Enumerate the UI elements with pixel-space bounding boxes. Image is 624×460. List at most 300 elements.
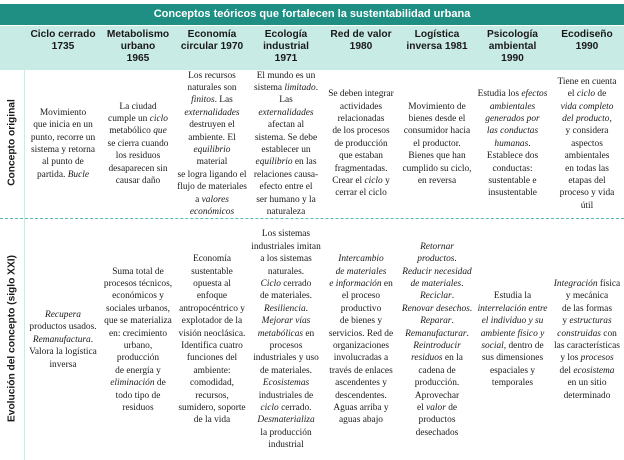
text: funciones del <box>186 353 238 364</box>
cell-text-line <box>109 125 167 137</box>
cell-text-line <box>478 88 548 100</box>
text: procesos técnicos, <box>103 278 173 289</box>
column-header-line: 1971 <box>274 53 298 64</box>
text: . <box>90 334 94 345</box>
text: a los sistemas <box>260 254 312 265</box>
text: en la <box>442 353 463 364</box>
cell-text-line <box>334 138 387 150</box>
italic-text: del producto <box>562 113 610 124</box>
cell-ecologia-evolucion <box>249 220 323 460</box>
text: con <box>600 328 617 339</box>
column-header-psicologia-ambiental <box>475 26 550 70</box>
cell-text-line <box>109 328 167 340</box>
cell-text-line <box>417 402 457 414</box>
italic-text: equilibrio <box>255 157 293 168</box>
column-header-metabolismo-urbano <box>101 26 175 70</box>
cell-text-line <box>194 414 230 426</box>
text: producción. <box>414 378 460 389</box>
text: involucradas a <box>333 353 389 364</box>
text: flujo de materiales <box>177 182 247 193</box>
cell-text-line <box>124 340 152 352</box>
italic-text: Desmaterializa <box>257 415 315 426</box>
text: punto, recorre un <box>30 132 96 143</box>
column-header-line: Red de valor <box>330 29 392 40</box>
cell-text-line <box>568 175 605 187</box>
cell-text-line <box>494 290 531 302</box>
text: , <box>609 113 612 124</box>
cell-text-line <box>581 200 594 212</box>
cell-text-line <box>554 278 620 290</box>
text: productos <box>418 415 456 426</box>
cell-text-line <box>557 328 617 340</box>
cell-text-line <box>403 163 472 175</box>
text: los residuos <box>115 151 161 162</box>
cell-text-line <box>110 377 165 389</box>
column-header-line: inversa 1981 <box>406 41 468 52</box>
cell-psicologia-original <box>475 70 550 218</box>
text: de <box>595 89 607 100</box>
cell-text-line <box>251 94 321 119</box>
text: productivo <box>340 303 382 314</box>
text: del <box>559 365 574 376</box>
cell-text-line <box>254 169 318 181</box>
text: Establece dos <box>486 151 539 162</box>
text: organizaciones <box>332 341 390 351</box>
cell-text-line <box>260 290 312 302</box>
cell-text-line <box>564 390 611 402</box>
cell-text-line <box>255 132 317 144</box>
cell-text-line <box>263 377 309 389</box>
cell-text-line <box>115 365 161 377</box>
cell-text-line <box>182 315 242 327</box>
cell-text-line <box>566 290 608 302</box>
cell-text-line <box>408 101 466 113</box>
cell-text-line <box>415 390 459 402</box>
italic-text: ecosistema <box>573 365 615 376</box>
text: Los recursos <box>188 70 236 81</box>
cell-logistica-original <box>399 70 475 218</box>
column-header-ecodiseno <box>550 26 624 70</box>
column-header-line: Psicología <box>487 29 538 40</box>
cell-text-line <box>420 315 454 327</box>
column-header-line: Ecología <box>264 29 308 40</box>
text: cumplido su ciclo, <box>402 163 472 174</box>
cell-text-line <box>256 156 317 168</box>
text: de los procesos <box>332 126 390 137</box>
italic-text: de materiales <box>410 278 462 289</box>
cell-text-line <box>554 340 620 352</box>
text: industriales y uso <box>253 353 319 364</box>
cell-text-line <box>190 206 234 218</box>
text: el <box>416 403 427 414</box>
table-title: Conceptos teóricos que fortalecen la sustentabilidad urbana <box>0 4 624 25</box>
cell-text-line <box>571 138 603 150</box>
cell-text-line <box>258 328 315 340</box>
cell-text-line <box>568 88 607 100</box>
cell-text-line <box>49 359 76 371</box>
cell-text-line <box>481 328 545 340</box>
cell-text-line <box>488 187 537 199</box>
cell-text-line <box>485 113 539 125</box>
cell-red-valor-evolucion <box>323 220 399 460</box>
cell-text-line <box>179 328 246 340</box>
italic-text: estructuras <box>569 316 612 327</box>
cell-text-line <box>262 315 311 327</box>
table-row-concepto-original <box>0 70 624 218</box>
text: determinado <box>563 390 611 401</box>
text: Estudia los <box>477 89 522 100</box>
cell-text-line <box>268 439 303 451</box>
cell-text-line <box>117 352 159 364</box>
text: ambientales <box>564 151 610 162</box>
cell-text-line <box>560 365 615 377</box>
text: través de enlaces <box>329 365 393 376</box>
text: de materiales. <box>259 365 313 376</box>
text: procesos <box>269 341 303 351</box>
column-header-line: Ciclo cerrado <box>30 29 96 40</box>
cell-economia-evolucion <box>175 220 249 460</box>
cell-ecologia-original <box>249 70 323 218</box>
cell-text-line <box>490 365 535 377</box>
text: cadena de <box>418 365 456 376</box>
cell-text-line <box>420 241 454 253</box>
cell-text-line <box>260 427 311 439</box>
cell-text-line <box>402 303 472 315</box>
text: sistema y retorna <box>30 145 96 155</box>
cell-text-line <box>333 340 389 352</box>
cell-text-line <box>336 266 387 278</box>
text: insustentable <box>488 188 537 199</box>
cell-text-line <box>488 175 536 187</box>
text: . <box>451 316 454 327</box>
cell-text-line <box>112 290 164 302</box>
cell-economia-original <box>175 70 249 218</box>
italic-text: Reparar <box>420 316 452 327</box>
text: se logra ligando el <box>177 169 247 180</box>
column-header-line: 1990 <box>501 53 524 64</box>
text: útil <box>580 200 594 211</box>
column-header-line: industrial <box>263 41 309 52</box>
cell-text-line <box>482 315 544 327</box>
text: y <box>382 176 390 187</box>
text: . <box>451 291 455 302</box>
text: Se deben integrar <box>328 89 394 100</box>
text: Aguas arriba y <box>333 403 389 414</box>
italic-text: las conductas <box>486 126 539 137</box>
cell-text-line <box>177 181 247 193</box>
text: en reversa <box>417 176 457 187</box>
text: ambiente. El <box>188 132 236 143</box>
text: destruyen el <box>189 120 235 131</box>
cell-text-line <box>333 402 388 414</box>
row-divider-dashed <box>0 218 624 219</box>
italic-text: interrelación entre <box>477 303 548 314</box>
cell-text-line <box>177 144 247 169</box>
italic-text: equilibrio <box>193 145 231 155</box>
text: efecto entre el <box>259 182 313 193</box>
italic-text: ciclo <box>260 403 279 414</box>
text: Identifica cuatro <box>181 341 243 351</box>
text: y <box>562 316 570 327</box>
text: servicios. Red de <box>328 328 394 339</box>
text: comodidad, <box>189 378 234 389</box>
italic-text: ambientales <box>489 101 536 112</box>
cell-text-line <box>560 352 613 364</box>
cell-metabolismo-evolucion <box>101 220 175 460</box>
text: productos usados. <box>29 322 97 333</box>
text: la producción <box>260 427 312 438</box>
cell-text-line <box>492 163 532 175</box>
cell-text-line <box>116 390 161 402</box>
cell-text-line <box>562 303 612 315</box>
italic-text: vida completo <box>560 101 614 112</box>
italic-text: Renovar desechos <box>401 303 470 314</box>
text: Crear el <box>332 176 365 187</box>
column-header-logistica-inversa <box>399 26 475 70</box>
italic-text: metabólicas <box>257 328 304 339</box>
cell-text-line <box>332 125 389 137</box>
text: que se materializa <box>104 316 172 327</box>
text: en un sitio <box>567 378 607 389</box>
cell-text-line <box>191 94 233 106</box>
cell-text-line <box>254 82 318 94</box>
column-header-red-de-valor <box>323 26 399 70</box>
cell-text-line <box>335 163 388 175</box>
cell-text-line <box>184 107 239 119</box>
italic-text: Reciclar <box>419 291 452 302</box>
column-header-line: 1990 <box>575 41 599 52</box>
text: El mundo es un <box>256 70 316 81</box>
text: sustentable <box>191 266 233 277</box>
text: el <box>567 89 577 100</box>
cell-text-line <box>116 150 161 162</box>
cell-ecodiseno-original <box>550 70 624 218</box>
text: . <box>528 138 531 149</box>
cell-text-line <box>267 206 306 218</box>
text: Economía <box>192 254 231 265</box>
cell-text-line <box>260 365 312 377</box>
text: se cierra cuando <box>107 138 169 149</box>
cell-text-line <box>270 340 303 352</box>
text: . <box>454 254 457 265</box>
italic-text: social <box>481 341 504 351</box>
text: visión neoclásica. <box>178 328 246 339</box>
text: Suma total de <box>112 266 164 277</box>
cell-text-line <box>413 138 460 150</box>
cell-text-line <box>490 101 535 113</box>
cell-text-line <box>119 101 156 113</box>
italic-text: valor <box>426 403 446 414</box>
text: cerrado <box>280 278 312 289</box>
cell-text-line <box>193 278 231 290</box>
italic-text: Recupera <box>45 309 81 320</box>
cell-text-line <box>190 377 234 389</box>
cell-text-line <box>260 253 312 265</box>
cell-text-line <box>341 303 382 315</box>
cell-text-line <box>257 414 314 426</box>
cell-text-line <box>335 377 387 389</box>
cell-text-line <box>565 163 609 175</box>
cell-text-line <box>262 228 310 240</box>
cell-text-line <box>332 175 390 187</box>
text: Movimiento de <box>408 101 466 112</box>
text: naturales. <box>267 266 305 277</box>
cell-text-line <box>187 82 236 94</box>
text: Valora la logística <box>29 347 97 358</box>
cell-text-line <box>188 70 236 82</box>
italic-text: ciclo <box>576 89 596 100</box>
text: Aprovechar <box>414 390 460 401</box>
text: afectan al <box>267 120 305 131</box>
italic-text: económicos <box>189 207 235 218</box>
text: actividades <box>339 101 383 112</box>
cell-text-line <box>188 132 235 144</box>
cell-text-line <box>268 266 304 278</box>
cell-text-line <box>29 321 96 333</box>
text: de las formas <box>562 303 612 314</box>
cell-text-line <box>487 150 538 162</box>
text: en todas las <box>565 163 609 174</box>
cell-text-line <box>189 119 235 131</box>
cell-text-line <box>338 253 383 265</box>
cell-text-line <box>417 253 457 265</box>
cell-text-line <box>193 253 231 265</box>
text: Bienes que han <box>408 151 466 162</box>
cell-text-line <box>562 315 611 327</box>
text: consumidor hacia <box>403 126 471 137</box>
text: sistema. Se debe <box>254 132 318 143</box>
cell-logistica-evolucion <box>399 220 475 460</box>
column-header-economia-circular <box>175 26 249 70</box>
text: partida. <box>36 169 68 180</box>
text: establecer un <box>261 145 311 155</box>
text: las características <box>554 341 620 351</box>
cell-text-line <box>256 194 316 206</box>
text: material <box>196 157 228 168</box>
text: en <box>381 278 393 289</box>
text: sistema <box>253 82 285 93</box>
text: y mecánica <box>565 291 609 302</box>
italic-text: ciclo <box>149 113 168 124</box>
cell-red-valor-original <box>323 70 399 218</box>
text: aspectos <box>571 138 603 149</box>
text: industrial <box>268 440 304 451</box>
column-header-line: Economía <box>187 29 237 40</box>
text: el productor. <box>413 138 461 149</box>
column-header-line: 1965 <box>126 53 150 64</box>
italic-text: valores <box>201 194 229 205</box>
cell-text-line <box>335 187 387 199</box>
cell-text-line <box>415 377 460 389</box>
text: ambiente: <box>193 365 231 376</box>
cell-ecodiseno-evolucion <box>550 220 624 460</box>
text: Estudia la <box>493 291 532 302</box>
cell-text-line <box>179 303 245 315</box>
italic-text: Reintroducir <box>413 341 461 351</box>
cell-text-line <box>334 352 388 364</box>
text: en <box>303 328 315 339</box>
cell-metabolismo-original <box>101 70 175 218</box>
cell-text-line <box>33 119 93 131</box>
text: al punto de <box>42 157 84 168</box>
text: física <box>597 278 621 289</box>
cell-text-line <box>413 340 461 352</box>
cell-text-line <box>405 328 469 340</box>
text: industriales de <box>258 390 314 401</box>
text: en: crecimiento <box>108 328 168 339</box>
text: naturales son <box>187 82 237 93</box>
text: en las <box>292 157 317 168</box>
text: sociales urbanos, <box>105 303 171 314</box>
cell-text-line <box>116 175 161 187</box>
cell-text-line <box>178 402 245 414</box>
cell-text-line <box>338 113 385 125</box>
text: Los sistemas <box>261 229 311 240</box>
italic-text: externalidades <box>184 107 240 118</box>
italic-text: Ecosistemas <box>262 378 310 389</box>
row-label-concepto-original: Concepto original <box>6 99 18 186</box>
text: de la vida <box>193 415 231 426</box>
text: cerrado. <box>278 403 312 414</box>
italic-text: eliminación <box>110 378 155 389</box>
column-header-ecologia-industrial <box>249 26 323 70</box>
column-header-line: urbano <box>120 41 156 52</box>
cell-text-line <box>565 150 610 162</box>
italic-text: Remanufacturar <box>405 328 467 339</box>
table-header-row <box>0 26 624 70</box>
italic-text: ciclo <box>364 176 383 187</box>
cell-text-line <box>419 414 456 426</box>
italic-text: Mejorar vías <box>261 316 311 327</box>
text: cumple un <box>108 113 150 124</box>
italic-text: generados por <box>485 113 540 124</box>
text: naturaleza <box>266 207 306 218</box>
text: sustentable e <box>488 176 537 187</box>
text: y considera <box>565 126 609 137</box>
cell-text-line <box>261 144 310 156</box>
cell-text-line <box>410 278 463 290</box>
cell-text-line <box>253 352 319 364</box>
cell-text-line <box>31 132 95 144</box>
cell-text-line <box>106 303 170 315</box>
text: temporales <box>491 378 534 389</box>
cell-text-line <box>197 290 227 302</box>
cell-text-line <box>194 365 231 377</box>
text: de <box>154 378 166 389</box>
cell-text-line <box>404 125 470 137</box>
text: proceso y vida <box>559 188 615 199</box>
italic-text: Bucle <box>67 169 90 180</box>
cell-ciclo-cerrado-original <box>25 70 101 218</box>
cell-text-line <box>268 119 304 131</box>
cell-text-line <box>340 101 382 113</box>
italic-text: Resiliencia <box>264 303 306 314</box>
table-row-evolucion <box>0 220 624 460</box>
cell-text-line <box>45 309 81 321</box>
cell-text-line <box>492 377 533 389</box>
cell-text-line <box>181 340 243 352</box>
cell-text-line <box>37 169 89 181</box>
cell-text-line <box>566 125 609 137</box>
cell-text-line <box>416 427 459 439</box>
italic-text: efectos <box>521 89 548 100</box>
cell-text-line <box>329 365 393 377</box>
text: . <box>466 328 469 339</box>
cell-text-line <box>112 266 164 278</box>
italic-text: que <box>150 126 167 137</box>
text: relacionadas <box>337 113 385 124</box>
text: fragmentadas. <box>334 163 388 174</box>
